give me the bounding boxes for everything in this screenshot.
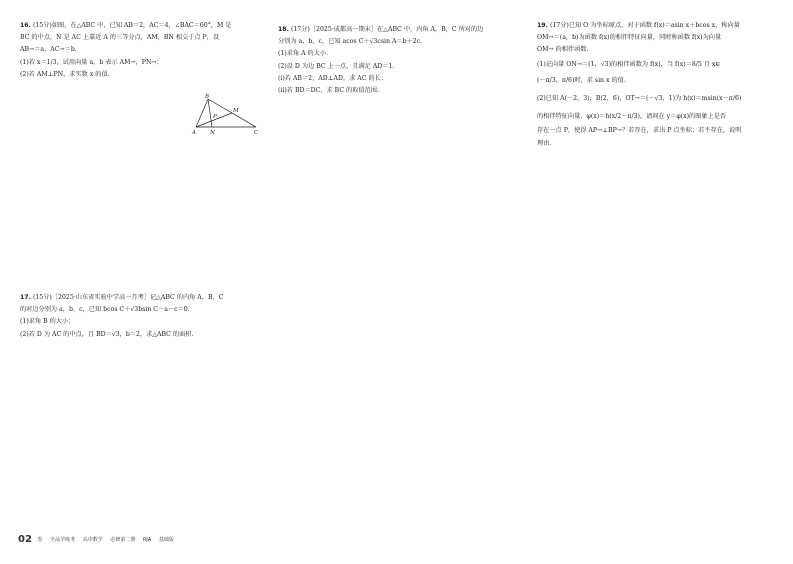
page-number: 02 [18, 534, 32, 545]
question-text-line: BC 的中点，N 是 AC 上靠近 A 的三等分点，AM，BN 相交于点 P，设 [20, 34, 220, 42]
question-text-line: 存在一点 P，使得 AP→⊥BP→？若存在，求出 P 点坐标；若不存在，说明 [537, 127, 742, 135]
question-text-line: (1)记向量 ON→＝(1，√3)的相伴函数为 f(x)，当 f(x)＝8/5 且 x∈ [537, 60, 720, 68]
footer-item: 卷 [37, 537, 43, 543]
question-text-line: 理由. [537, 139, 552, 147]
vertex-label-n: N [210, 130, 215, 136]
question-text-line: (－π/3，π/6)时，求 sin x 的值. [537, 76, 626, 84]
question-text-line: (ii)若 BD＝DC，求 BC 的取值范围. [278, 87, 379, 95]
question-text-line: (17分)［2025·成都高一期末］在△ABC 中，内角 A，B，C 所对的边 [290, 26, 484, 33]
vertex-label-m: M [233, 108, 239, 114]
question-text-line: (1)求角 A 的大小. [278, 50, 329, 58]
question-text-line: (15分)［2025·山东省实验中学高一月考］记△ABC 的内角 A，B，C [32, 294, 224, 301]
question-17 [20, 292, 260, 341]
question-16 [20, 20, 260, 81]
footer-item: 必修第二册 [110, 537, 136, 543]
vertex-label-c: C [254, 130, 259, 136]
vertex-label-a: A [192, 130, 196, 136]
question-number: 18. [278, 26, 289, 33]
vertex-label-p: P [213, 114, 217, 120]
triangle-figure [188, 94, 268, 138]
question-text-line: (2)设 D 为边 BC 上一点，且满足 AD＝1. [278, 62, 395, 70]
question-text-line: (17分)已知 O 为坐标原点，对于函数 f(x)＝asin x＋bcos x，称向量 [549, 22, 740, 29]
question-text-line: (2)若 AM⊥PN，求实数 x 的值. [20, 70, 110, 78]
question-text-line: AB→＝a，AC→＝b. [20, 46, 77, 54]
page-footer [18, 534, 180, 545]
question-number: 17. [20, 294, 31, 301]
question-text-line: (i)若 AB＝2，AD⊥AD，求 AC 的长； [278, 74, 388, 82]
footer-item: RJA [142, 537, 152, 543]
question-text-line: (2)已知 A(－2，3)，B(2，6)，OT→＝(－√3，1)为 h(x)＝msin(x－π/6) [537, 95, 742, 103]
question-text-line: (1)若 x＝1/3，试用向量 a，b 表示 AM→，PN→； [20, 58, 163, 66]
question-text-line: 的对边分别为 a，b，c，已知 bcos C＋√3bsin C－a－c＝0. [20, 306, 190, 314]
footer-item: 高中数学 [82, 537, 103, 543]
question-18 [278, 24, 518, 97]
question-text-line: (2)若 D 为 AC 的中点，且 BD＝√3，b＝2，求△ABC 的面积. [20, 330, 194, 338]
footer-item: 基础版 [158, 537, 174, 543]
question-text-line: 的相伴特征向量，φ(x)＝h(x/2－π/3)，请问在 y＝φ(x)的图象上是否 [537, 113, 727, 121]
footer-item: 全品学练考 [50, 537, 76, 543]
question-19 [537, 20, 777, 150]
question-text-line: 分别为 a，b，c，已知 acos C＋√3csin A＝b＋2c. [278, 38, 423, 46]
question-text-line: OM→ 的相伴函数. [537, 46, 589, 54]
question-text-line: OM→＝(a，b)为函数 f(x)的相伴特征向量，同时称函数 f(x)为向量 [537, 34, 722, 42]
question-number: 19. [537, 22, 548, 29]
question-text-line: (15分)如图，在△ABC 中，已知 AB＝2，AC＝4，∠BAC＝60°，M 是 [32, 22, 232, 29]
question-text-line: (1)求角 B 的大小； [20, 318, 75, 326]
question-number: 16. [20, 22, 31, 29]
vertex-label-b: B [205, 94, 210, 100]
